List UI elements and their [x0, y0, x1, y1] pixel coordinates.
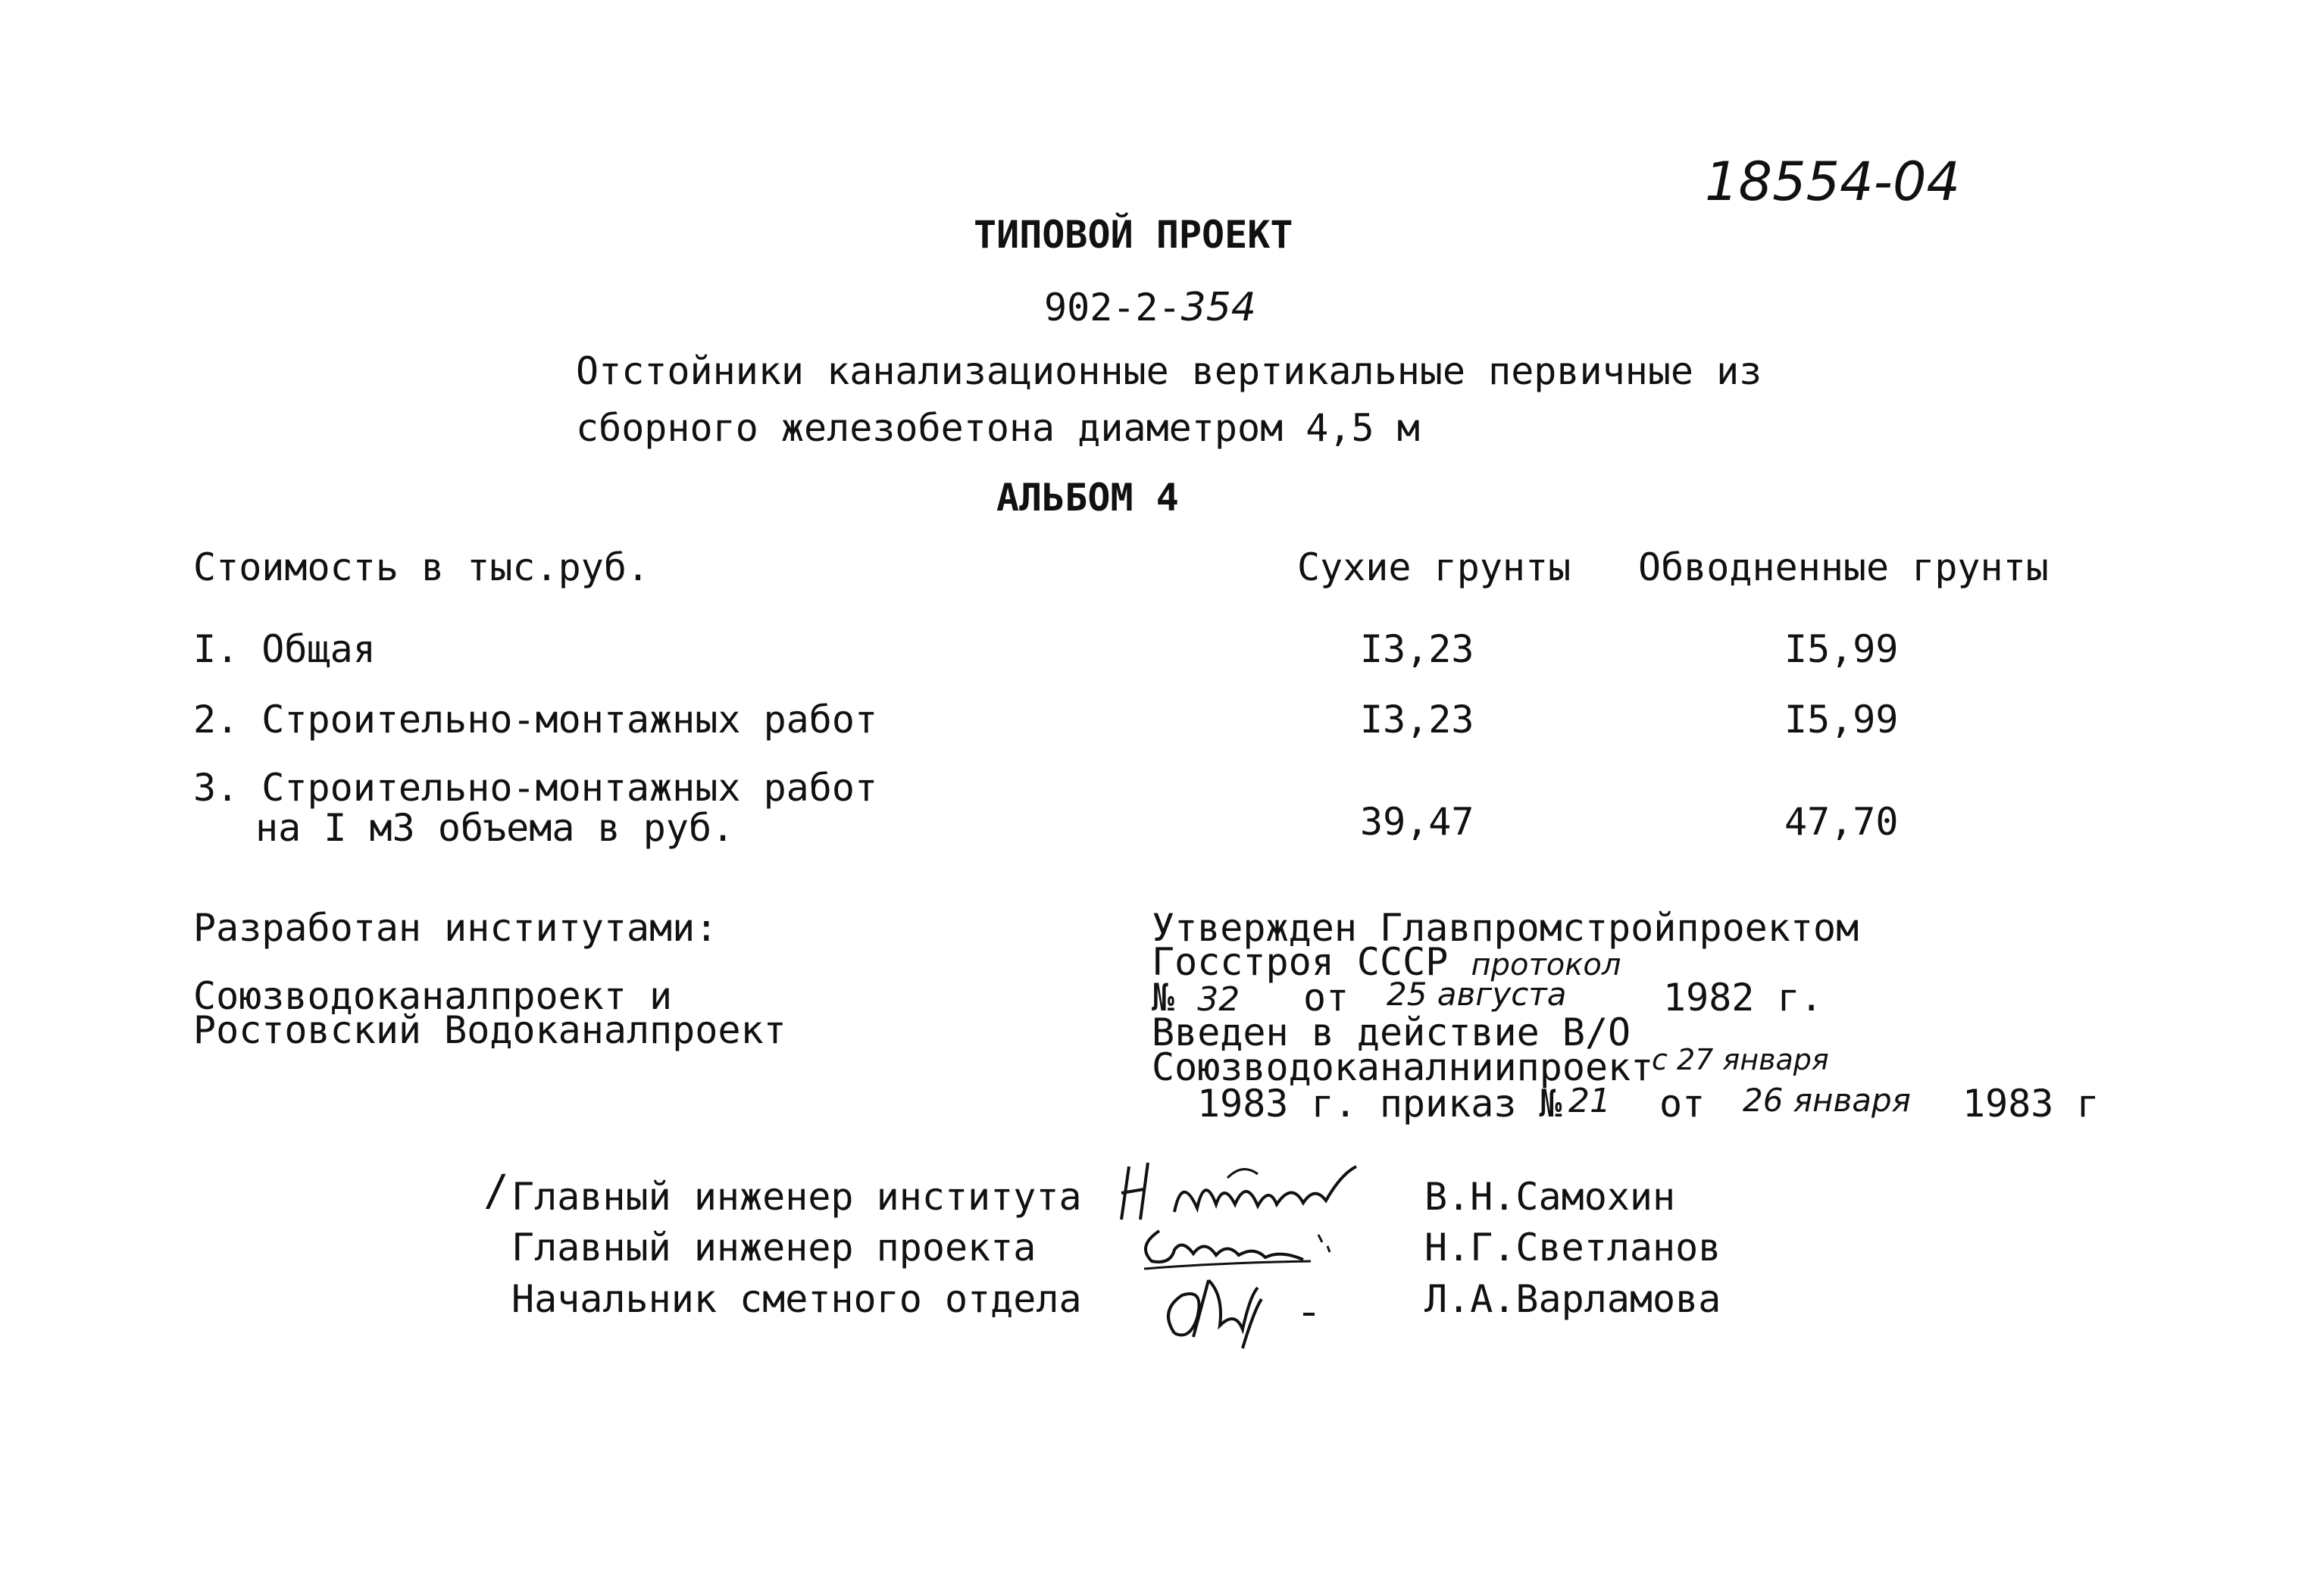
approved-line-5: Союзводоканалниипроект — [1152, 1045, 1654, 1089]
cost-row-3-wet: 47,70 — [1784, 800, 1899, 844]
description-line-1: Отстойники канализационные вертикальные первичные из — [576, 349, 1762, 393]
cost-header-label: Стоимость в тыс.руб. — [193, 545, 650, 589]
signature-name-1: В.Н.Самохин — [1424, 1175, 1676, 1219]
cost-row-2-wet: I5,99 — [1784, 698, 1899, 742]
handwritten-archive-number: 18554-04 — [1705, 151, 1961, 213]
project-number — [1044, 285, 1256, 330]
cost-row-3-label: 3. Строительно-монтажных работ — [193, 766, 878, 810]
handwritten-signature-3 — [1152, 1265, 1349, 1356]
cost-row-1-label: I. Общая — [193, 627, 376, 671]
signature-name-3: Л.А.Варламова — [1424, 1277, 1721, 1321]
cost-row-2-label: 2. Строительно-монтажных работ — [193, 698, 878, 742]
check-mark: / — [483, 1167, 509, 1216]
approved-line-5-handwritten: с 27 января — [1652, 1043, 1829, 1076]
developed-label: Разработан институтами: — [193, 906, 718, 950]
album-label: АЛЬБОМ 4 — [996, 476, 1179, 520]
developed-line-1: Союзводоканалпроект и — [193, 974, 673, 1018]
project-number-handwritten: 354 — [1180, 285, 1256, 330]
signature-name-2: Н.Г.Светланов — [1424, 1226, 1721, 1270]
order-date-handwritten: 26 января — [1743, 1082, 1911, 1119]
signature-role-2: Главный инженер проекта — [511, 1226, 1037, 1270]
approved-no-sign: № — [1152, 976, 1175, 1020]
approved-line-1: Утвержден Главпромстройпроектом — [1152, 906, 1859, 950]
document-title: ТИПОВОЙ ПРОЕКТ — [974, 213, 1293, 257]
approved-ot: от — [1303, 976, 1349, 1020]
cost-row-1-dry: I3,23 — [1360, 627, 1474, 671]
approved-protocol-handwritten: протокол — [1471, 948, 1621, 982]
description-line-2: сборного железобетона диаметром 4,5 м — [576, 406, 1420, 450]
cost-row-3-label-2: на I м3 объема в руб. — [255, 806, 735, 850]
column-dry-header: Сухие грунты — [1297, 545, 1571, 589]
signature-role-3: Начальник сметного отдела — [511, 1277, 1082, 1321]
approved-line-4: Введен в действие В/О — [1152, 1010, 1631, 1054]
cost-row-2-dry: I3,23 — [1360, 698, 1474, 742]
approved-line-6-start: 1983 г. приказ № — [1197, 1082, 1562, 1126]
approved-line-6-year-end: 1983 г — [1962, 1082, 2100, 1126]
approved-year: 1982 г. — [1663, 976, 1823, 1020]
cost-row-3-dry: 39,47 — [1360, 800, 1474, 844]
approved-no-handwritten: 32 — [1197, 980, 1240, 1019]
order-number-handwritten: 21 — [1568, 1082, 1611, 1120]
cost-row-1-wet: I5,99 — [1784, 627, 1899, 671]
signature-role-1: Главный инженер института — [511, 1175, 1082, 1219]
column-wet-header: Обводненные грунты — [1638, 545, 2049, 589]
developed-line-2: Ростовский Водоканалпроект — [193, 1008, 786, 1052]
approved-line-6-ot: от — [1659, 1082, 1706, 1126]
approved-gosstroy: Госстроя СССР — [1152, 940, 1449, 984]
approved-date-handwritten: 25 августа — [1387, 976, 1567, 1013]
project-number-printed: 902-2- — [1044, 286, 1181, 330]
